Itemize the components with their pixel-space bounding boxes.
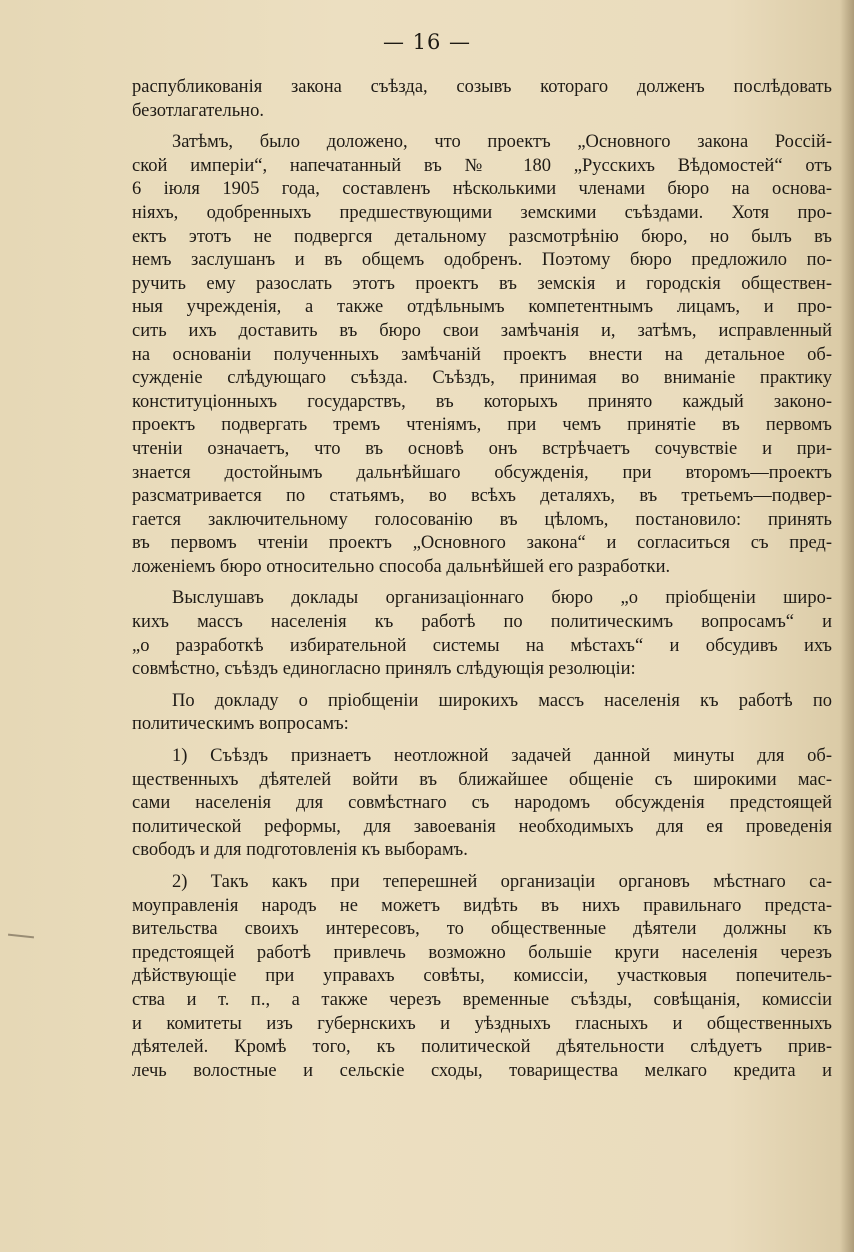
text-line: свободъ и для подготовленія къ выборамъ. xyxy=(132,840,468,861)
margin-pencil-mark xyxy=(8,934,34,939)
text-line: По докладу о пріобщеніи широкихъ массъ населенія къ работѣ по xyxy=(172,690,832,711)
text-line: сужденіе слѣдующаго съѣзда. Съѣздъ, принимая во вниманіе практику xyxy=(132,368,832,389)
text-line: ектъ этотъ не подвергся детальному разсмотрѣнію бюро, но былъ въ xyxy=(132,226,832,247)
text-line: ніяхъ, одобренныхъ предшествующими земскими съѣздами. Хотя про- xyxy=(132,202,832,223)
text-line: дѣятелей. Кромѣ того, къ политической дѣятельности слѣдуетъ прив- xyxy=(132,1037,832,1058)
text-line: ства и т. п., а также черезъ временные съѣзды, совѣщанія, комиссіи xyxy=(132,989,832,1010)
text-line: моуправленія народъ не можетъ видѣть въ нихъ правильнаго предста- xyxy=(132,895,832,916)
text-line: конституціонныхъ государствъ, въ которыхъ принято каждый законо- xyxy=(132,391,832,412)
body-text xyxy=(132,76,832,1083)
text-line: въ первомъ чтеніи проектъ „Основного закона“ и согласиться съ пред- xyxy=(132,533,832,554)
text-line: Выслушавъ доклады организаціоннаго бюро „о пріобщеніи широ- xyxy=(172,588,832,609)
text-line: лечь волостные и сельскіе сходы, товарищества мелкаго кредита и xyxy=(132,1060,832,1081)
paragraph xyxy=(132,690,832,737)
text-line: сить ихъ доставить въ бюро свои замѣчанія и, затѣмъ, исправленный xyxy=(132,320,832,341)
page-edge-shadow xyxy=(840,0,854,1252)
text-line: знается достойнымъ дальнѣйшаго обсужденія, при второмъ—проектъ xyxy=(132,462,832,483)
text-line: ручить ему разослать этотъ проектъ въ земскія и городскія обществен- xyxy=(132,273,832,294)
paragraph xyxy=(132,871,832,1083)
text-line: немъ заслушанъ и въ общемъ одобренъ. Поэтому бюро предложило по- xyxy=(132,250,832,271)
paragraph xyxy=(132,131,832,579)
text-line: кихъ массъ населенія къ работѣ по политическимъ вопросамъ“ и xyxy=(132,612,832,633)
text-line: ской имперіи“, напечатанный въ № 180 „Русскихъ Вѣдомостей“ отъ xyxy=(132,155,832,176)
text-line: политическимъ вопросамъ: xyxy=(132,714,349,735)
paragraph xyxy=(132,76,832,123)
text-line: разсматривается по статьямъ, во всѣхъ деталяхъ, въ третьемъ—подвер- xyxy=(132,486,832,507)
text-line: политической реформы, для завоеванія необходимыхъ для ея проведенія xyxy=(132,816,832,837)
text-line: чтеніи означаетъ, что въ основѣ онъ встрѣчаетъ сочувствіе и при- xyxy=(132,438,832,459)
text-line: щественныхъ дѣятелей войти въ ближайшее общеніе съ широкими мас- xyxy=(132,769,832,790)
paragraph xyxy=(132,587,832,681)
text-line: на основаніи полученныхъ замѣчаній проектъ внести на детальное об- xyxy=(132,344,832,365)
text-line: распубликованія закона съѣзда, созывъ котораго долженъ послѣдовать xyxy=(132,77,832,97)
text-line: ложеніемъ бюро относительно способа дальнѣйшей его разработки. xyxy=(132,556,671,577)
text-line: Затѣмъ, было доложено, что проектъ „Основного закона Россій- xyxy=(172,132,832,153)
page-number: — 16 — xyxy=(382,30,472,54)
text-line: 1) Съѣздъ признаетъ неотложной задачей данной минуты для об- xyxy=(172,746,832,767)
text-line: предстоящей работѣ привлечь возможно большіе круги населенія черезъ xyxy=(132,942,832,963)
text-line: ныя учрежденія, а также отдѣльнымъ компетентнымъ лицамъ, и про- xyxy=(132,297,832,318)
text-line: дѣйствующіе при управахъ совѣты, комиссіи, участковыя попечитель- xyxy=(132,966,832,987)
text-line: вительства своихъ интересовъ, то общественные дѣятели должны къ xyxy=(132,919,832,940)
text-line: „о разработкѣ избирательной системы на мѣстахъ“ и обсудивъ ихъ xyxy=(132,635,832,656)
text-line: безотлагательно. xyxy=(132,100,264,121)
text-line: 6 іюля 1905 года, составленъ нѣсколькими членами бюро на основа- xyxy=(132,179,832,200)
text-line: сами населенія для совмѣстнаго съ народомъ обсужденія предстоящей xyxy=(132,793,832,814)
text-line: проектъ подвергать тремъ чтеніямъ, при чемъ принятіе въ первомъ xyxy=(132,415,832,436)
text-line: и комитеты изъ губернскихъ и уѣздныхъ гласныхъ и общественныхъ xyxy=(132,1013,832,1034)
paragraph xyxy=(132,745,832,863)
text-line: гается заключительному голосованію въ цѣломъ, постановило: принять xyxy=(132,509,832,530)
text-line: 2) Такъ какъ при теперешней организаціи органовъ мѣстнаго са- xyxy=(172,872,832,892)
text-line: совмѣстно, съѣздъ единогласно принялъ слѣдующія резолюціи: xyxy=(132,659,636,680)
